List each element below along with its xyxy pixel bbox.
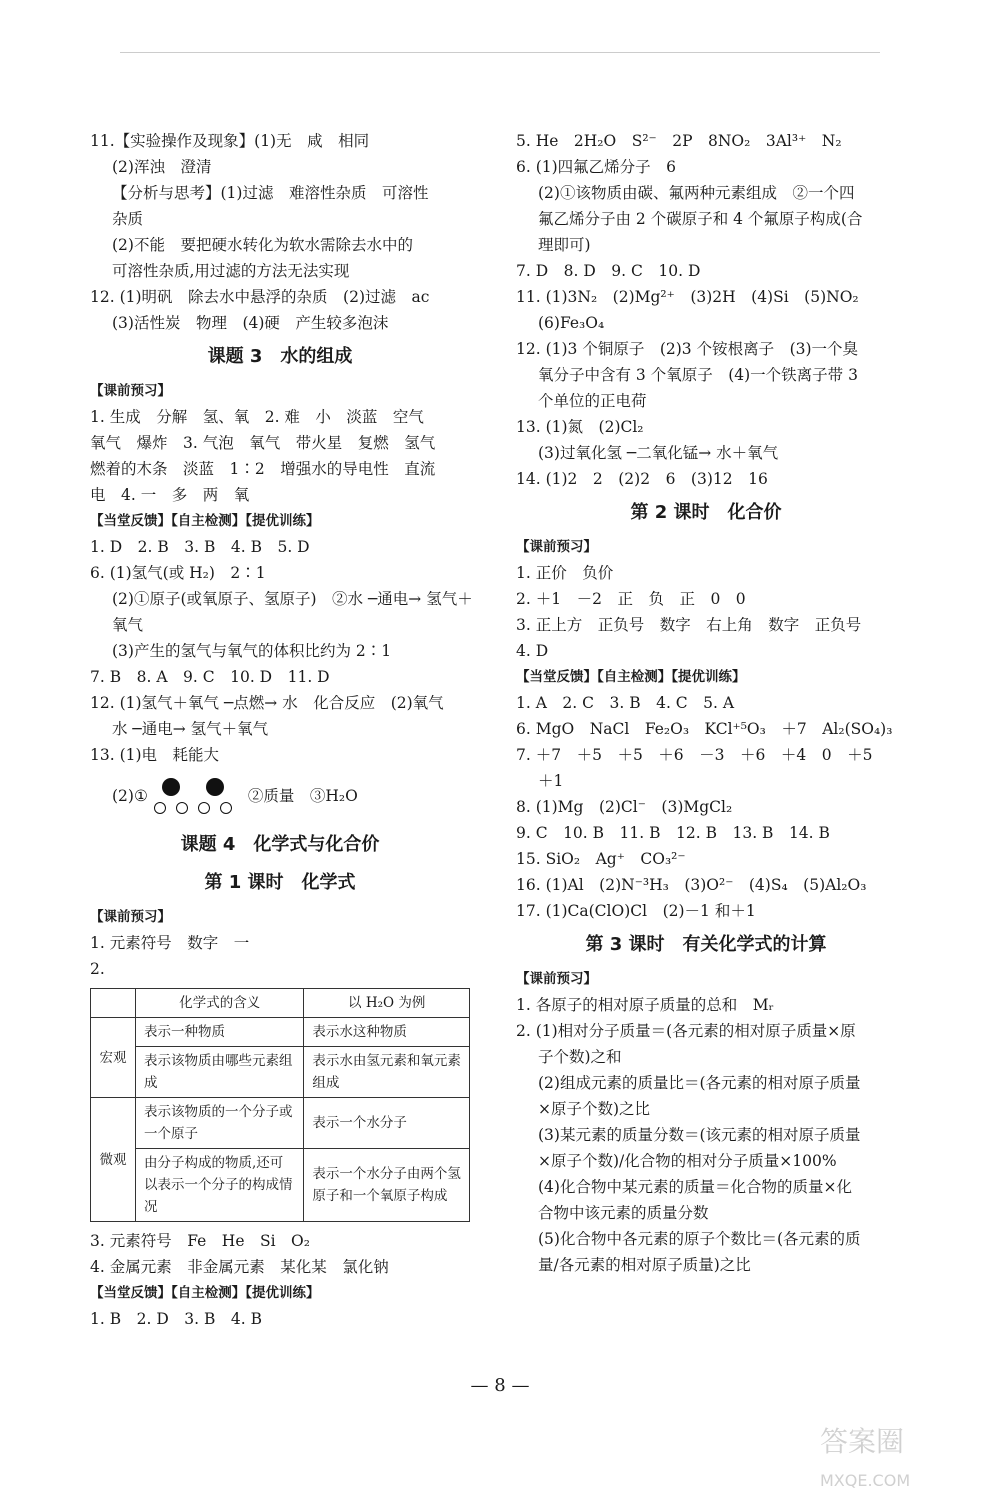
answer-line: (4)化合物中某元素的质量＝化合物的质量×化 [538,1178,852,1196]
answer-line: 量/各元素的相对原子质量)之比 [538,1256,751,1274]
table-category: 宏观 [91,1018,136,1098]
table-cell: 表示水由氢元素和氧元素组成 [304,1047,470,1098]
section-tag: 【课前预习】 [516,539,597,555]
answer-line: 子个数)之和 [538,1048,622,1066]
answer-line: 6. (1)四氟乙烯分子 6 [516,158,677,176]
answer-line: 氟乙烯分子由 2 个碳原子和 4 个氟原子构成(合 [538,210,863,228]
answer-line: 2. [90,960,105,978]
answer-line: 燃着的木条 淡蓝 1∶2 增强水的导电性 直流 [90,460,436,478]
answer-line: 11. (1)3N₂ (2)Mg²⁺ (3)2H (4)Si (5)NO₂ [516,288,859,306]
answer-line: 水 ─通电→ 氢气＋氧气 [112,720,269,738]
answer-line [90,768,470,824]
section-title: 第 2 课时 化合价 [630,502,782,523]
section-tag: 【课前预习】 [90,383,171,399]
table-cell: 表示该物质由哪些元素组成 [136,1047,304,1098]
answer-line: 6. MgO NaCl Fe₂O₃ KCl⁺⁵O₃ ＋7 Al₂(SO₄)₃ [516,720,893,738]
right-column [516,128,896,1278]
answer-line: (2)①该物质由碳、氟两种元素组成 ②一个四 [538,184,855,202]
answer-line: (3)过氧化氢 ─二氧化锰→ 水＋氧气 [538,444,779,462]
table-cell: 表示水这种物质 [304,1018,470,1047]
answer-line: 个单位的正电荷 [538,392,647,410]
answer-text: (2)① [112,787,148,805]
answer-line: 14. (1)2 2 (2)2 6 (3)12 16 [516,470,768,488]
answer-line: (5)化合物中各元素的原子个数比＝(各元素的质 [538,1230,861,1248]
answer-line: 7. ＋7 ＋5 ＋5 ＋6 －3 ＋6 ＋4 0 ＋5 [516,746,873,764]
answer-line: 16. (1)Al (2)N⁻³H₃ (3)O²⁻ (4)S₄ (5)Al₂O₃ [516,876,867,894]
answer-line: 7. D 8. D 9. C 10. D [516,262,701,280]
table-cell: 表示该物质的一个分子或一个原子 [136,1098,304,1149]
answer-line: 5. He 2H₂O S²⁻ 2P 8NO₂ 3Al³⁺ N₂ [516,132,842,150]
top-rule [120,52,880,53]
answer-line: 9. C 10. B 11. B 12. B 13. B 14. B [516,824,830,842]
answer-line: 3. 元素符号 Fe He Si O₂ [90,1232,310,1250]
answer-line: 1. D 2. B 3. B 4. B 5. D [90,538,310,556]
answer-line: 1. 正价 负价 [516,564,614,582]
table-cell: 表示一个水分子 [304,1098,470,1149]
molecule-diagram-icon [154,778,232,814]
section-title: 课题 4 化学式与化合价 [180,834,380,855]
answer-line: 【分析与思考】(1)过滤 难溶性杂质 可溶性 [112,184,429,202]
answer-line: 12. (1)明矾 除去水中悬浮的杂质 (2)过滤 ac [90,288,430,306]
answer-line: 1. 生成 分解 氢、氧 2. 难 小 淡蓝 空气 [90,408,424,426]
answer-line: (3)产生的氢气与氧气的体积比约为 2∶1 [112,642,392,660]
answer-line: 1. A 2. C 3. B 4. C 5. A [516,694,735,712]
answer-line: 理即可) [538,236,591,254]
answer-line: 氧分子中含有 3 个氧原子 (4)一个铁离子带 3 [538,366,858,384]
answer-text: ②质量 ③H₂O [247,787,358,805]
answer-line: (3)某元素的质量分数＝(该元素的相对原子质量 [538,1126,861,1144]
answer-line: 氧气 爆炸 3. 气泡 氧气 带火星 复燃 氢气 [90,434,436,452]
table-header: 以 H₂O 为例 [304,989,470,1018]
answer-line: 11.【实验操作及现象】(1)无 咸 相同 [90,132,370,150]
section-tag: 【课前预习】 [516,971,597,987]
section-title: 课题 3 水的组成 [207,346,353,367]
watermark-logo: 答案圈 MXQE.COM [820,1425,911,1490]
answer-line: 杂质 [112,210,144,228]
answer-line: 17. (1)Ca(ClO)Cl (2)－1 和＋1 [516,902,756,920]
answer-line: (2)组成元素的质量比＝(各元素的相对原子质量 [538,1074,861,1092]
answer-line: 6. (1)氢气(或 H₂) 2∶1 [90,564,266,582]
answer-line: 12. (1)3 个铜原子 (2)3 个铵根离子 (3)一个臭 [516,340,859,358]
answer-line: 2. ＋1 －2 正 负 正 0 0 [516,590,746,608]
answer-line: (3)活性炭 物理 (4)硬 产生较多泡沫 [112,314,389,332]
answer-line: 3. 正上方 正负号 数字 右上角 数字 正负号 [516,616,862,634]
answer-line: 15. SiO₂ Ag⁺ CO₃²⁻ [516,850,686,868]
answer-line: 12. (1)氢气＋氧气 ─点燃→ 水 化合反应 (2)氧气 [90,694,444,712]
answer-line: 1. 各原子的相对原子质量的总和 Mᵣ [516,996,774,1014]
answer-line: 7. B 8. A 9. C 10. D 11. D [90,668,330,686]
answer-line: 1. B 2. D 3. B 4. B [90,1310,262,1328]
answer-line: (2)不能 要把硬水转化为软水需除去水中的 [112,236,413,254]
page-number: — 8 — [470,1375,530,1396]
table-cell: 表示一个水分子由两个氢原子和一个氧原子构成 [304,1149,470,1222]
table-cell: 表示一种物质 [136,1018,304,1047]
answer-line: 2. (1)相对分子质量＝(各元素的相对原子质量×原 [516,1022,856,1040]
table-cell: 由分子构成的物质,还可以表示一个分子的构成情况 [136,1149,304,1222]
answer-line: 13. (1)氮 (2)Cl₂ [516,418,644,436]
answer-line: 8. (1)Mg (2)Cl⁻ (3)MgCl₂ [516,798,733,816]
answer-line: 13. (1)电 耗能大 [90,746,220,764]
answer-line: ＋1 [538,772,564,790]
meaning-table [90,988,470,1222]
left-column [90,128,473,1332]
answer-line: ×原子个数)之比 [538,1100,651,1118]
section-tag: 【当堂反馈】【自主检测】【提优训练】 [516,669,746,685]
answer-line: (2)①原子(或氧原子、氢原子) ②水 ─通电→ 氢气＋ [112,590,473,608]
section-title: 第 1 课时 化学式 [204,872,356,893]
section-tag: 【当堂反馈】【自主检测】【提优训练】 [90,1285,320,1301]
answer-line: 可溶性杂质,用过滤的方法无法实现 [112,262,350,280]
answer-line: 4. 金属元素 非金属元素 某化某 氯化钠 [90,1258,389,1276]
answer-line: (2)浑浊 澄清 [112,158,212,176]
section-tag: 【当堂反馈】【自主检测】【提优训练】 [90,513,320,529]
answer-line: 氧气 [112,616,144,634]
table-category: 微观 [91,1098,136,1222]
answer-line: (6)Fe₃O₄ [538,314,605,332]
answer-line: 1. 元素符号 数字 一 [90,934,250,952]
table-header: 化学式的含义 [136,989,304,1018]
section-tag: 【课前预习】 [90,909,171,925]
answer-line: 电 4. 一 多 两 氧 [90,486,250,504]
answer-line: 4. D [516,642,549,660]
answer-line: ×原子个数)/化合物的相对分子质量×100% [538,1152,837,1170]
section-title: 第 3 课时 有关化学式的计算 [585,934,827,955]
answer-line: 合物中该元素的质量分数 [538,1204,709,1222]
